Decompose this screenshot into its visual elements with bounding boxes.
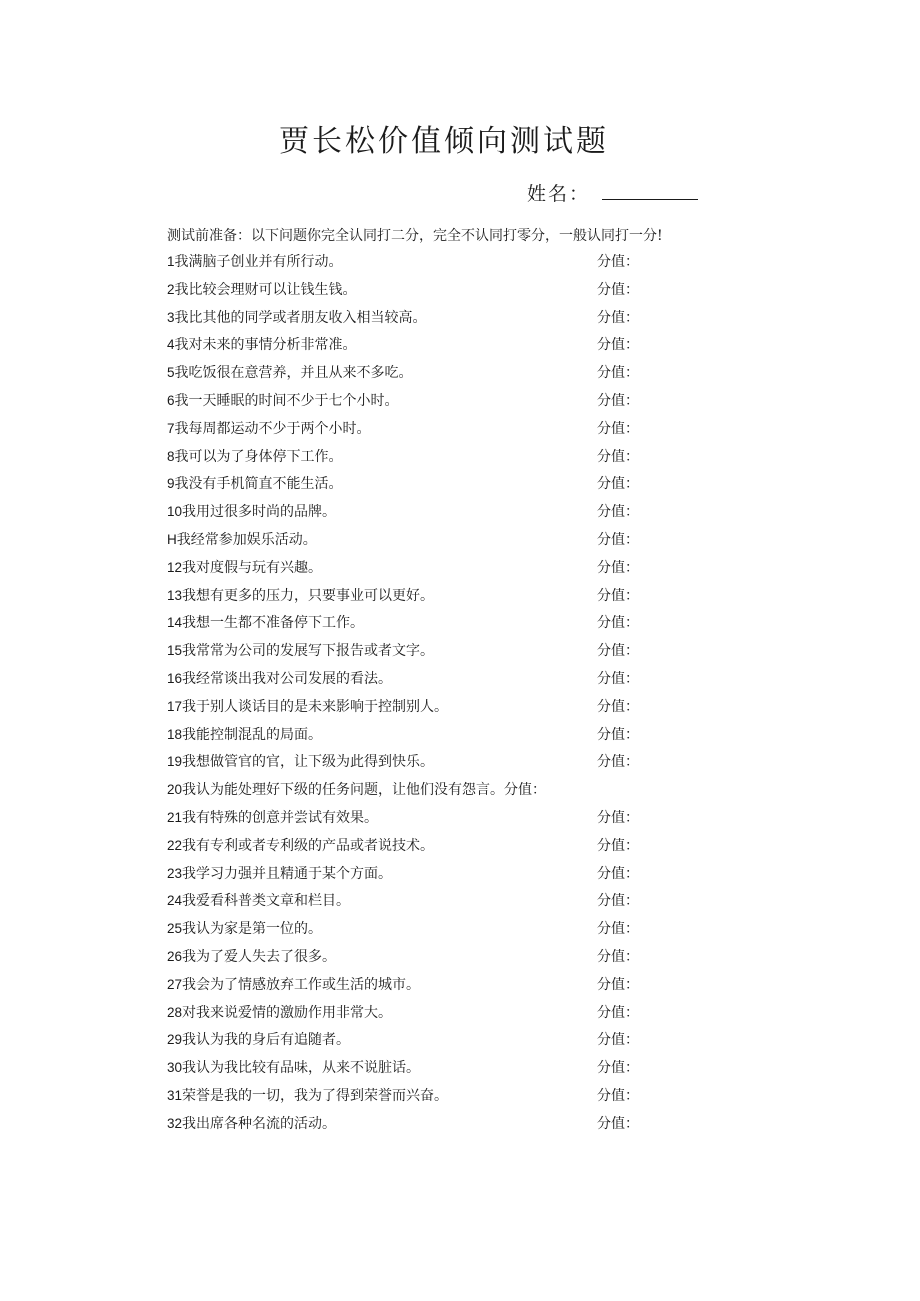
- score-field[interactable]: 分值：: [597, 837, 639, 854]
- question-text: 我出席各种名流的活动。: [182, 1115, 337, 1132]
- question-number: 4: [167, 337, 175, 353]
- question-text: 我能控制混乱的局面。: [182, 726, 323, 743]
- question-item: [167, 752, 647, 780]
- question-number: 15: [167, 643, 183, 659]
- question-item: [167, 308, 647, 336]
- score-field[interactable]: 分值：: [597, 1115, 639, 1132]
- score-field[interactable]: 分值：: [597, 587, 639, 604]
- score-field[interactable]: 分值：: [597, 1060, 639, 1077]
- score-field[interactable]: 分值：: [597, 948, 639, 965]
- score-field[interactable]: 分值：: [597, 893, 639, 910]
- question-item: [167, 836, 647, 864]
- question-item: [167, 1086, 647, 1114]
- question-text: 我认为我的身后有追随者。: [182, 1032, 351, 1049]
- name-blank-line[interactable]: [602, 183, 698, 200]
- question-item: [167, 1114, 647, 1142]
- question-number: 5: [167, 365, 175, 381]
- question-text: 我比其他的同学或者朋友收入相当较高。: [174, 309, 427, 326]
- question-item: [167, 780, 647, 808]
- question-item: [167, 530, 647, 558]
- question-text: 我会为了情感放弃工作或生活的城市。: [182, 976, 421, 993]
- question-number: 6: [167, 392, 175, 408]
- question-item: [167, 1003, 647, 1031]
- page-title: 贾长松价值倾向测试题: [279, 124, 609, 159]
- question-item: [167, 558, 647, 586]
- question-number: 22: [167, 837, 183, 853]
- question-text: 我经常参加娱乐活动。: [176, 531, 317, 548]
- question-text: 我想一生都不准备停下工作。: [182, 615, 365, 632]
- question-number: 12: [167, 559, 183, 575]
- question-text: 我每周都运动不少于两个小时。: [174, 420, 371, 437]
- score-field[interactable]: 分值：: [597, 559, 639, 576]
- score-field[interactable]: 分值：: [597, 281, 639, 298]
- question-text: 我认为家是第一位的。: [182, 921, 323, 938]
- question-number: H: [167, 531, 177, 547]
- question-number: 3: [167, 309, 175, 325]
- question-number: 30: [167, 1060, 183, 1076]
- score-field[interactable]: 分值：: [597, 726, 639, 743]
- question-list: [167, 252, 647, 1142]
- question-number: 21: [167, 809, 183, 825]
- question-item: [167, 864, 647, 892]
- question-text: 我想有更多的压力，只要事业可以更好。: [182, 587, 435, 604]
- score-field[interactable]: 分值：: [597, 1032, 639, 1049]
- question-item: [167, 474, 647, 502]
- question-item: [167, 447, 647, 475]
- question-text: 我满脑子创业并有所行动。: [174, 254, 343, 270]
- question-number: 8: [167, 448, 175, 464]
- question-text: 我于别人谈话目的是未来影响于控制别人。: [182, 698, 449, 715]
- score-field[interactable]: 分值：: [597, 809, 639, 826]
- score-field[interactable]: 分值：: [597, 865, 639, 882]
- question-number: 17: [167, 698, 183, 714]
- question-text: 我用过很多时尚的品牌。: [182, 504, 337, 521]
- score-field[interactable]: 分值：: [597, 420, 639, 437]
- question-item: [167, 697, 647, 725]
- question-text: 我想做管官的官，让下级为此得到快乐。: [182, 754, 435, 771]
- question-text: 我可以为了身体停下工作。: [174, 448, 343, 465]
- score-field[interactable]: 分值：: [597, 254, 639, 270]
- question-text: 我对未来的事情分析非常准。: [174, 337, 357, 354]
- score-field[interactable]: 分值：: [597, 476, 639, 493]
- question-item: [167, 725, 647, 753]
- question-text: 对我来说爱情的激励作用非常大。: [182, 1004, 393, 1021]
- name-label: 姓名：: [527, 183, 591, 205]
- question-number: 27: [167, 976, 183, 992]
- question-number: 32: [167, 1115, 183, 1131]
- question-item: [167, 919, 647, 947]
- question-text: 我没有手机简直不能生活。: [174, 476, 343, 493]
- question-number: 28: [167, 1004, 183, 1020]
- question-number: 10: [167, 504, 183, 520]
- question-text: 我学习力强并且精通于某个方面。: [182, 865, 393, 882]
- score-field[interactable]: 分值：: [597, 1004, 639, 1021]
- question-item: [167, 363, 647, 391]
- question-text: 我一天睡眠的时间不少于七个小时。: [174, 392, 399, 409]
- score-field[interactable]: 分值：: [597, 698, 639, 715]
- question-text: 我吃饭很在意营养，并且从来不多吃。: [174, 365, 413, 382]
- question-item: [167, 1030, 647, 1058]
- score-field[interactable]: 分值：: [597, 921, 639, 938]
- question-item: [167, 252, 647, 280]
- question-text: 荣誉是我的一切，我为了得到荣誉而兴奋。: [182, 1087, 449, 1104]
- score-field[interactable]: 分值：: [597, 309, 639, 326]
- question-number: 14: [167, 615, 183, 631]
- question-item: [167, 586, 647, 614]
- question-number: 19: [167, 754, 183, 770]
- question-item: [167, 613, 647, 641]
- question-item: [167, 335, 647, 363]
- question-number: 26: [167, 948, 183, 964]
- score-field[interactable]: 分值：: [597, 531, 639, 548]
- score-field[interactable]: 分值：: [597, 976, 639, 993]
- question-text: 我经常谈出我对公司发展的看法。: [182, 670, 393, 687]
- question-number: 29: [167, 1032, 183, 1048]
- question-number: 16: [167, 670, 183, 686]
- instructions-text: 测试前准备：以下问题你完全认同打二分，完全不认同打零分，一般认同打一分!: [167, 228, 663, 244]
- name-field-row: [527, 179, 698, 206]
- question-item: [167, 641, 647, 669]
- question-item: [167, 502, 647, 530]
- question-text: 我爱看科普类文章和栏目。: [182, 893, 351, 910]
- question-item: [167, 808, 647, 836]
- question-number: 13: [167, 587, 183, 603]
- question-number: 24: [167, 893, 183, 909]
- question-number: 20: [167, 782, 183, 798]
- question-number: 9: [167, 476, 175, 492]
- score-field[interactable]: 分值：: [597, 504, 639, 521]
- question-item: [167, 1058, 647, 1086]
- question-text: 我认为我比较有品味，从来不说脏话。: [182, 1060, 421, 1077]
- question-item: [167, 669, 647, 697]
- question-number: 18: [167, 726, 183, 742]
- question-number: 23: [167, 865, 183, 881]
- question-number: 1: [167, 254, 175, 269]
- question-item: [167, 419, 647, 447]
- score-field[interactable]: 分值：: [597, 392, 639, 409]
- score-field[interactable]: 分值：: [597, 670, 639, 687]
- question-number: 31: [167, 1087, 183, 1103]
- score-field[interactable]: 分值：: [597, 448, 639, 465]
- question-item: [167, 947, 647, 975]
- question-text: 我比较会理财可以让钱生钱。: [174, 281, 357, 298]
- score-field[interactable]: 分值：: [597, 643, 639, 660]
- question-item: [167, 280, 647, 308]
- question-text: 我常常为公司的发展写下报告或者文字。: [182, 643, 435, 660]
- score-field[interactable]: 分值：: [597, 754, 639, 771]
- question-item: [167, 975, 647, 1003]
- question-number: 25: [167, 921, 183, 937]
- question-item: [167, 391, 647, 419]
- question-text: 我认为能处理好下级的任务问题，让他们没有怨言。: [182, 782, 505, 799]
- question-text: 我有专利或者专利级的产品或者说技术。: [182, 837, 435, 854]
- question-text: 我有特殊的创意并尝试有效果。: [182, 809, 379, 826]
- question-text: 我为了爱人失去了很多。: [182, 948, 337, 965]
- question-item: [167, 891, 647, 919]
- score-field[interactable]: 分值：: [597, 1087, 639, 1104]
- score-field[interactable]: 分值：: [504, 782, 547, 799]
- question-number: 2: [167, 281, 175, 297]
- score-field[interactable]: 分值：: [597, 337, 639, 354]
- question-number: 7: [167, 420, 175, 436]
- score-field[interactable]: 分值：: [597, 615, 639, 632]
- score-field[interactable]: 分值：: [597, 365, 639, 382]
- question-text: 我对度假与玩有兴趣。: [182, 559, 323, 576]
